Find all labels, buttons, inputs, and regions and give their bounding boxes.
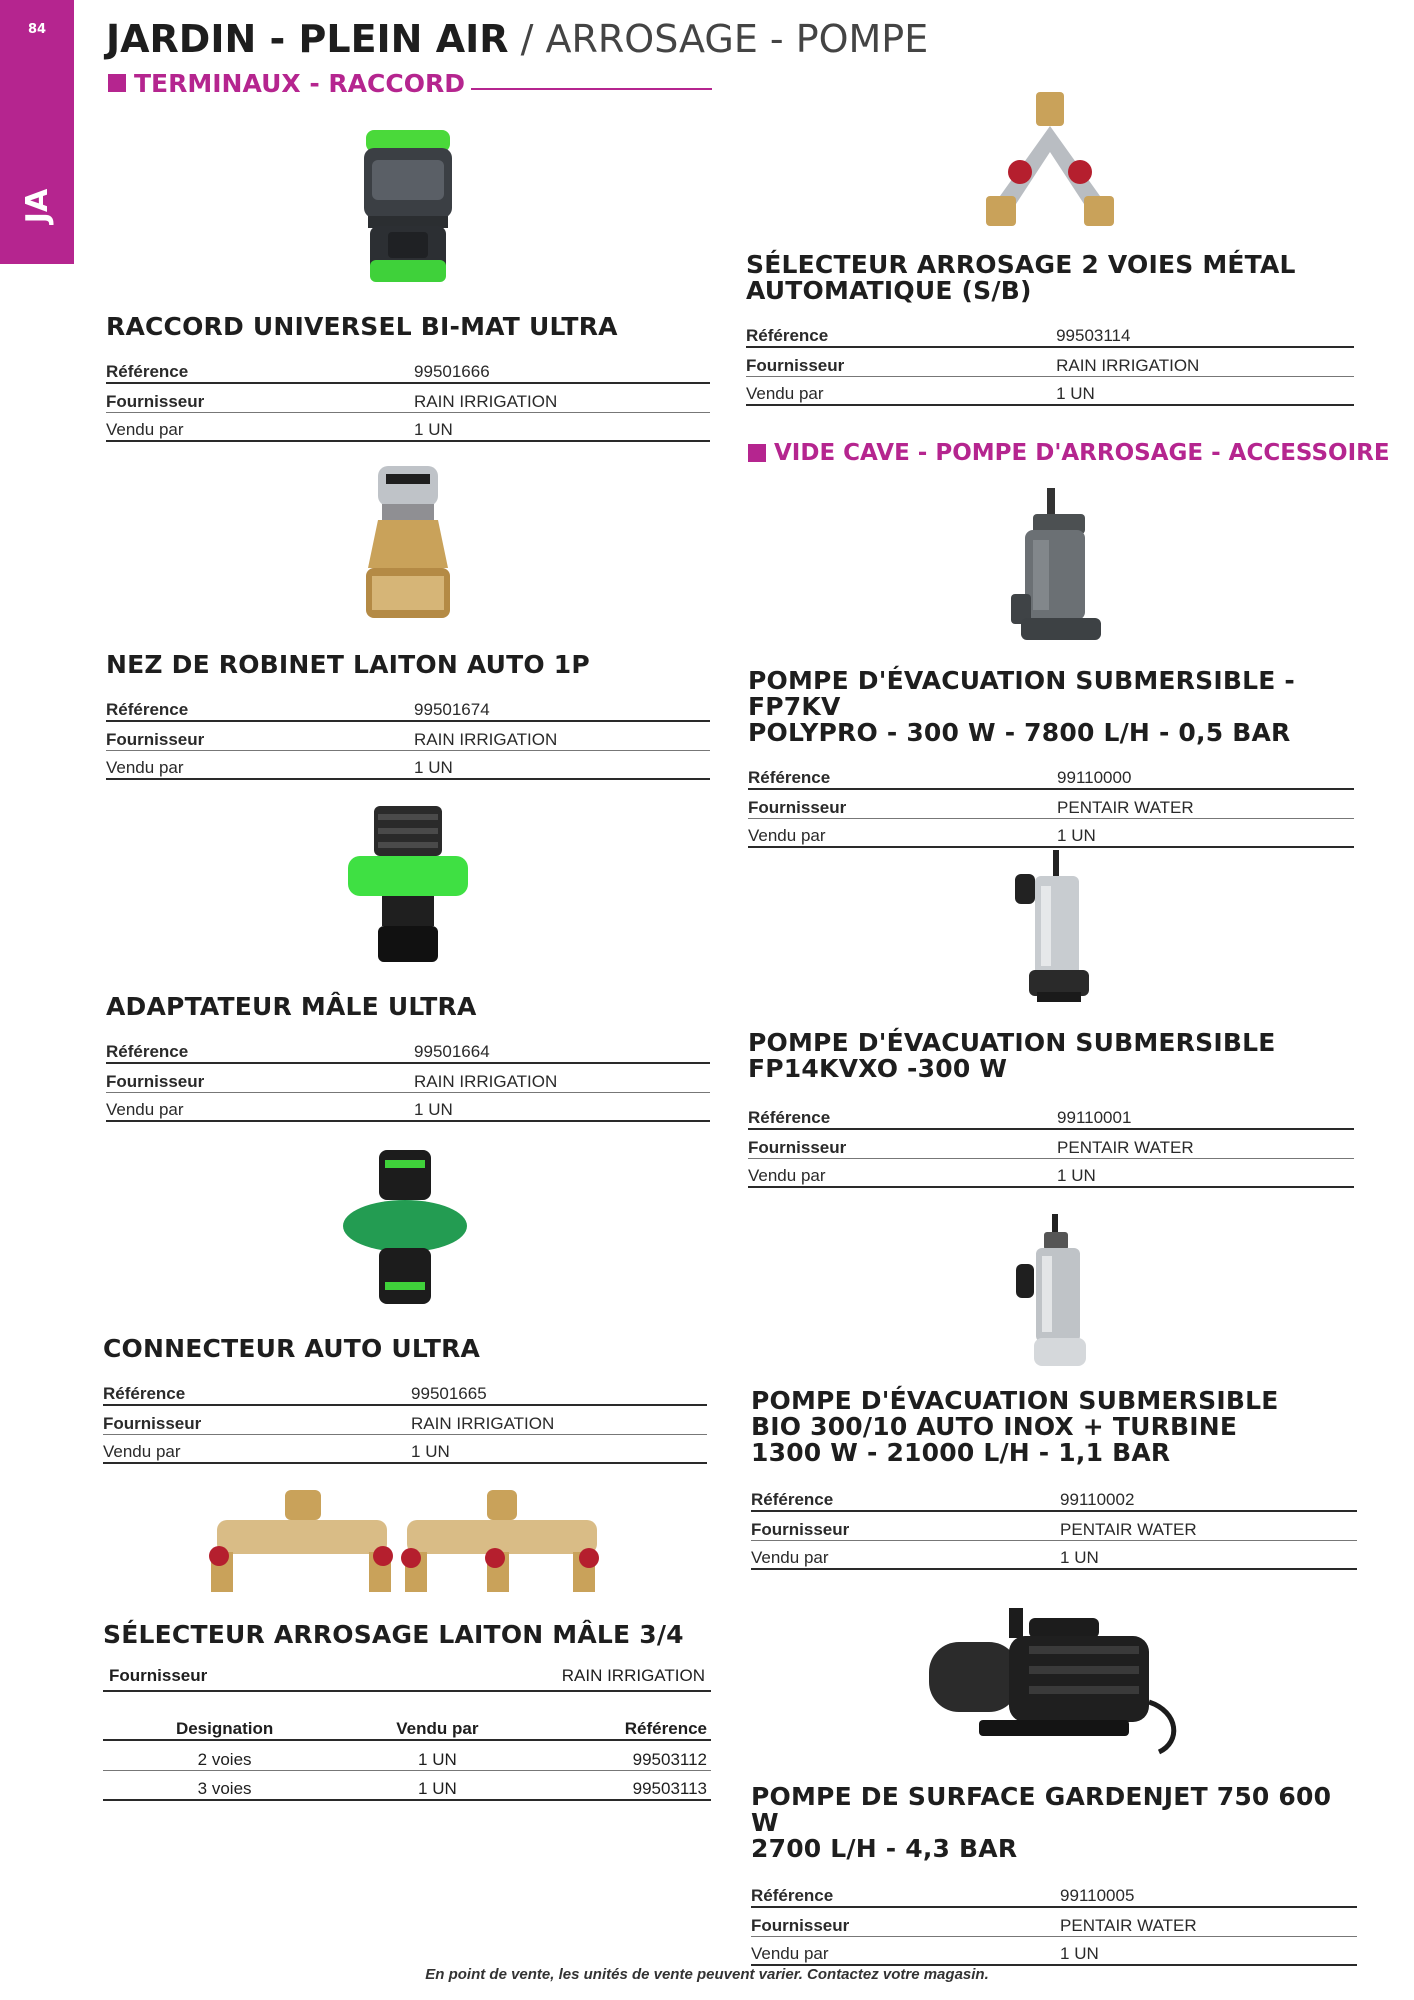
section-rule [471, 88, 712, 90]
label-reference: Référence [106, 1034, 414, 1063]
cell-reference: 99503112 [529, 1740, 711, 1770]
title-line-1: POMPE D'ÉVACUATION SUBMERSIBLE [751, 1386, 1279, 1415]
spec-table [748, 1100, 1354, 1188]
value-sold-by: 1 UN [414, 750, 710, 779]
title-main: JARDIN - PLEIN AIR [106, 17, 509, 61]
hose-connector-icon [106, 120, 710, 300]
spec-table [106, 1034, 710, 1122]
value-reference: 99110002 [1060, 1482, 1357, 1511]
value-reference: 99501666 [414, 354, 710, 383]
value-reference: 99110005 [1060, 1878, 1357, 1907]
section-marker [748, 444, 766, 462]
value-sold-by: 1 UN [414, 1092, 710, 1121]
title-line-3: 1300 W - 21000 L/H - 1,1 BAR [751, 1438, 1171, 1467]
label-supplier: Fournisseur [109, 1666, 208, 1685]
col-sold-by: Vendu par [346, 1710, 528, 1740]
variants-table [103, 1710, 711, 1801]
product-title: ADAPTATEUR MÂLE ULTRA [106, 992, 477, 1021]
label-supplier: Fournisseur [746, 347, 1056, 376]
label-supplier: Fournisseur [748, 789, 1057, 818]
product-title [751, 1784, 1357, 1862]
product-pompe-fp7kv [748, 484, 1354, 848]
product-pompe-bio-300 [751, 1210, 1357, 1570]
product-selecteur-laiton [103, 1486, 711, 1801]
male-adapter-icon [106, 800, 710, 980]
title-line-2: POLYPRO - 300 W - 7800 L/H - 0,5 BAR [748, 718, 1291, 747]
value-supplier: RAIN IRRIGATION [561, 1666, 705, 1685]
title-line-1: SÉLECTEUR ARROSAGE 2 VOIES MÉTAL [746, 250, 1296, 279]
label-sold-by: Vendu par [748, 1158, 1057, 1187]
label-reference: Référence [751, 1482, 1060, 1511]
label-reference: Référence [751, 1878, 1060, 1907]
label-sold-by: Vendu par [106, 750, 414, 779]
footer-note: En point de vente, les unités de vente peuvent varier. Contactez votre magasin. [425, 1966, 989, 1983]
spec-table [751, 1878, 1357, 1966]
label-reference: Référence [103, 1376, 411, 1405]
spec-table [106, 354, 710, 442]
product-adaptateur-male [106, 800, 710, 1122]
label-sold-by: Vendu par [106, 1092, 414, 1121]
submersible-pump-icon [748, 484, 1354, 654]
section-tab [0, 0, 74, 264]
page-title [106, 16, 928, 62]
value-reference: 99503114 [1056, 318, 1354, 347]
title-line-2: BIO 300/10 AUTO INOX + TURBINE [751, 1412, 1238, 1441]
label-reference: Référence [106, 692, 414, 721]
product-connecteur-auto [103, 1142, 707, 1464]
value-sold-by: 1 UN [1060, 1936, 1357, 1965]
steel-pump-icon [748, 846, 1354, 1016]
value-reference: 99501665 [411, 1376, 707, 1405]
product-title: SÉLECTEUR ARROSAGE LAITON MÂLE 3/4 [103, 1620, 684, 1649]
product-title [748, 1030, 1354, 1082]
value-supplier: RAIN IRRIGATION [414, 721, 710, 750]
label-reference: Référence [106, 354, 414, 383]
product-pompe-fp14kvxo [748, 846, 1354, 1188]
value-reference: 99110001 [1057, 1100, 1354, 1129]
value-sold-by: 1 UN [414, 412, 710, 441]
title-line-1: POMPE DE SURFACE GARDENJET 750 600 W [751, 1782, 1332, 1837]
label-supplier: Fournisseur [748, 1129, 1057, 1158]
col-designation: Designation [103, 1710, 346, 1740]
cell-sold-by: 1 UN [346, 1770, 528, 1800]
cell-reference: 99503113 [529, 1770, 711, 1800]
value-supplier: RAIN IRRIGATION [414, 1063, 710, 1092]
table-row [103, 1740, 711, 1770]
label-supplier: Fournisseur [106, 721, 414, 750]
value-sold-by: 1 UN [411, 1434, 707, 1463]
section-vide-cave [748, 436, 1390, 470]
title-line-1: POMPE D'ÉVACUATION SUBMERSIBLE [748, 1028, 1276, 1057]
label-supplier: Fournisseur [106, 383, 414, 412]
section-marker [108, 74, 126, 92]
tab-code: JA [20, 188, 55, 224]
label-sold-by: Vendu par [746, 376, 1056, 405]
spec-table [106, 692, 710, 780]
label-sold-by: Vendu par [106, 412, 414, 441]
brass-tap-adapter-icon [106, 458, 710, 638]
spec-table [748, 760, 1354, 848]
product-title [746, 252, 1354, 304]
value-supplier: RAIN IRRIGATION [414, 383, 710, 412]
value-reference: 99110000 [1057, 760, 1354, 789]
value-supplier: PENTAIR WATER [1057, 789, 1354, 818]
label-reference: Référence [746, 318, 1056, 347]
product-title: NEZ DE ROBINET LAITON AUTO 1P [106, 650, 590, 679]
two-way-selector-icon [746, 86, 1354, 246]
brass-manifold-icon [103, 1486, 711, 1612]
label-supplier: Fournisseur [103, 1405, 411, 1434]
section-vide-cave-label: VIDE CAVE - POMPE D'ARROSAGE - ACCESSOIRE [774, 440, 1390, 466]
section-terminaux-label: TERMINAUX - RACCORD [134, 68, 465, 98]
label-sold-by: Vendu par [751, 1936, 1060, 1965]
value-reference: 99501674 [414, 692, 710, 721]
product-selecteur-2-voies [746, 86, 1354, 406]
product-raccord-universel [106, 120, 710, 442]
value-supplier: PENTAIR WATER [1057, 1129, 1354, 1158]
product-title [748, 668, 1354, 746]
spec-table [751, 1482, 1357, 1570]
label-sold-by: Vendu par [103, 1434, 411, 1463]
title-line-2: FP14KVXO -300 W [748, 1054, 1008, 1083]
section-terminaux [108, 66, 712, 100]
auto-connector-icon [103, 1142, 707, 1322]
label-sold-by: Vendu par [751, 1540, 1060, 1569]
cell-designation: 3 voies [103, 1770, 346, 1800]
title-line-1: POMPE D'ÉVACUATION SUBMERSIBLE - FP7KV [748, 666, 1295, 721]
product-title [751, 1388, 1357, 1466]
value-supplier: RAIN IRRIGATION [1056, 347, 1354, 376]
label-reference: Référence [748, 1100, 1057, 1129]
product-pompe-gardenjet [751, 1602, 1357, 1966]
supplier-row [103, 1666, 711, 1692]
label-sold-by: Vendu par [748, 818, 1057, 847]
table-row [103, 1770, 711, 1800]
value-supplier: PENTAIR WATER [1060, 1907, 1357, 1936]
value-reference: 99501664 [414, 1034, 710, 1063]
surface-pump-icon [751, 1602, 1357, 1772]
label-supplier: Fournisseur [751, 1511, 1060, 1540]
product-title: RACCORD UNIVERSEL BI-MAT ULTRA [106, 312, 618, 341]
col-reference: Référence [529, 1710, 711, 1740]
title-line-2: AUTOMATIQUE (S/B) [746, 276, 1032, 305]
page-number: 84 [28, 22, 47, 37]
value-supplier: RAIN IRRIGATION [411, 1405, 707, 1434]
value-sold-by: 1 UN [1057, 818, 1354, 847]
title-sub: / ARROSAGE - POMPE [520, 17, 929, 61]
label-supplier: Fournisseur [106, 1063, 414, 1092]
spec-table [103, 1376, 707, 1464]
value-sold-by: 1 UN [1057, 1158, 1354, 1187]
label-reference: Référence [748, 760, 1057, 789]
title-line-2: 2700 L/H - 4,3 BAR [751, 1834, 1018, 1863]
cell-sold-by: 1 UN [346, 1740, 528, 1770]
inox-pump-icon [751, 1210, 1357, 1380]
value-supplier: PENTAIR WATER [1060, 1511, 1357, 1540]
value-sold-by: 1 UN [1060, 1540, 1357, 1569]
product-title: CONNECTEUR AUTO ULTRA [103, 1334, 481, 1363]
spec-table [746, 318, 1354, 406]
label-supplier: Fournisseur [751, 1907, 1060, 1936]
product-nez-robinet [106, 458, 710, 780]
value-sold-by: 1 UN [1056, 376, 1354, 405]
cell-designation: 2 voies [103, 1740, 346, 1770]
